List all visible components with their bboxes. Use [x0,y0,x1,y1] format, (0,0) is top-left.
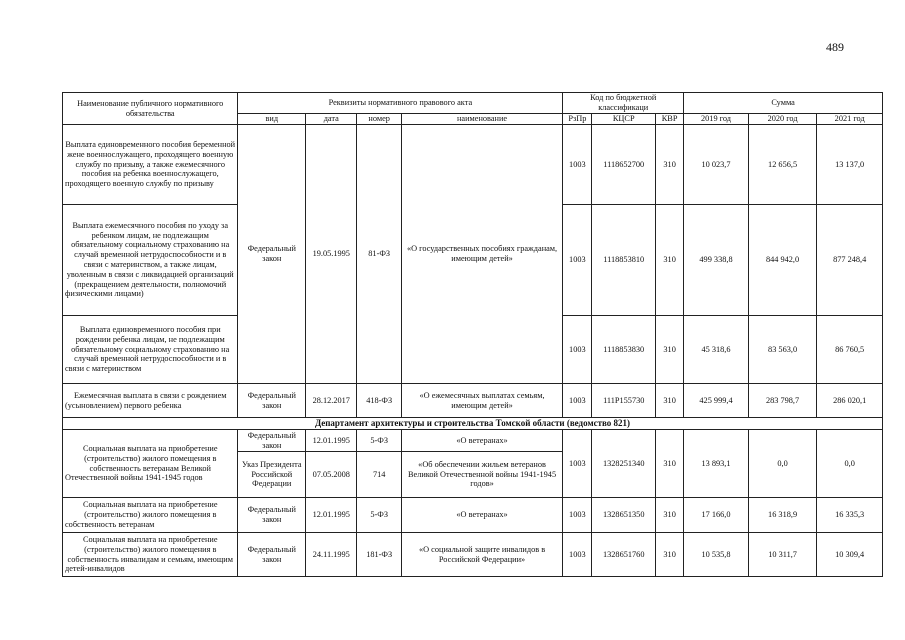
act-vid-cell: Федеральный закон [238,430,306,452]
page-number: 489 [826,40,844,54]
obligation-cell: Ежемесячная выплата в связи с рождением (усыновлением) первого ребенка [63,384,238,418]
department-title: Департамент архитектуры и строительства Томской области (ведомство 821) [63,418,883,430]
table-row [63,498,883,533]
obligation-cell: Выплата единовременного пособия беременной жене военнослужащего, проходящего военную службу по призыву, а также ежемесячного пособия на ребенка военнослужащего, проходящего военную службу по призыву [63,125,238,205]
header-vid: вид [238,114,306,125]
rzpr-cell: 1003 [563,384,592,418]
table-row [63,384,883,418]
sum-2019-cell: 13 893,1 [684,430,749,498]
kvr-cell: 310 [656,533,684,577]
header-kvr: КВР [656,114,684,125]
act-date-cell: 24.11.1995 [306,533,357,577]
header-kcsr: КЦСР [592,114,656,125]
obligation-cell: Социальная выплата на приобретение (строительство) жилого помещения в собственность ветеранам Великой Отечественной войны 1941-1945 годов [63,430,238,498]
obligation-cell: Выплата ежемесячного пособия по уходу за ребенком лицам, не подлежащим обязательному социальному страхованию на случай временной нетрудоспособности и в связи с материнством, а также лицам, уволенным в связи с ликвидацией организаций (прекращением деятельности, полномочий физическими лицами) [63,205,238,316]
sum-2019-cell: 425 999,4 [684,384,749,418]
sum-2020-cell: 10 311,7 [748,533,817,577]
header-2019: 2019 год [684,114,749,125]
act-name-cell: «О ветеранах» [401,430,562,452]
act-date-cell: 19.05.1995 [306,125,357,384]
obligation-cell: Социальная выплата на приобретение (строительство) жилого помещения в собственность инвалидам и семьям, имеющим детей-инвалидов [63,533,238,577]
sum-2020-cell: 844 942,0 [748,205,817,316]
sum-2021-cell: 0,0 [817,430,883,498]
sum-2019-cell: 10 023,7 [684,125,749,205]
sum-2021-cell: 10 309,4 [817,533,883,577]
act-date-cell: 12.01.1995 [306,498,357,533]
kcsr-cell: 111P155730 [592,384,656,418]
sum-2020-cell: 16 318,9 [748,498,817,533]
kvr-cell: 310 [656,498,684,533]
sum-2021-cell: 13 137,0 [817,125,883,205]
sum-2020-cell: 283 798,7 [748,384,817,418]
header-row-1 [63,93,883,114]
sum-2021-cell: 16 335,3 [817,498,883,533]
act-date-cell: 12.01.1995 [306,430,357,452]
header-2020: 2020 год [748,114,817,125]
sum-2021-cell: 86 760,5 [817,316,883,384]
table-row [63,533,883,577]
act-vid-cell: Указ Президента Российской Федерации [238,452,306,498]
act-date-cell: 07.05.2008 [306,452,357,498]
sum-2019-cell: 10 535,8 [684,533,749,577]
kvr-cell: 310 [656,316,684,384]
kvr-cell: 310 [656,430,684,498]
act-vid-cell: Федеральный закон [238,384,306,418]
sum-2020-cell: 12 656,5 [748,125,817,205]
act-number-cell: 181-ФЗ [357,533,401,577]
kcsr-cell: 1118652700 [592,125,656,205]
act-date-cell: 28.12.2017 [306,384,357,418]
header-number: номер [357,114,401,125]
rzpr-cell: 1003 [563,430,592,498]
kvr-cell: 310 [656,384,684,418]
act-name-cell: «О социальной защите инвалидов в Российской Федерации» [401,533,562,577]
header-sum: Сумма [684,93,883,114]
sum-2020-cell: 83 563,0 [748,316,817,384]
act-name-cell: «Об обеспечении жильем ветеранов Великой Отечественной войны 1941-1945 годов» [401,452,562,498]
sum-2019-cell: 45 318,6 [684,316,749,384]
sum-2019-cell: 17 166,0 [684,498,749,533]
sum-2019-cell: 499 338,8 [684,205,749,316]
rzpr-cell: 1003 [563,533,592,577]
act-vid-cell: Федеральный закон [238,125,306,384]
kcsr-cell: 1328651350 [592,498,656,533]
header-2021: 2021 год [817,114,883,125]
table-row [63,430,883,452]
act-number-cell: 714 [357,452,401,498]
kcsr-cell: 1118853830 [592,316,656,384]
kvr-cell: 310 [656,205,684,316]
header-date: дата [306,114,357,125]
sum-2021-cell: 286 020,1 [817,384,883,418]
table-row [63,125,883,205]
act-name-cell: «О государственных пособиях гражданам, имеющим детей» [401,125,562,384]
rzpr-cell: 1003 [563,316,592,384]
rzpr-cell: 1003 [563,205,592,316]
obligation-cell: Выплата единовременного пособия при рождении ребенка лицам, не подлежащим обязательному социальному страхованию на случай временной нетрудоспособности и в связи с материнством [63,316,238,384]
kcsr-cell: 1328251340 [592,430,656,498]
act-vid-cell: Федеральный закон [238,533,306,577]
sum-2020-cell: 0,0 [748,430,817,498]
kcsr-cell: 1328651760 [592,533,656,577]
act-name-cell: «О ветеранах» [401,498,562,533]
department-row [63,418,883,430]
header-rzpr: РзПр [563,114,592,125]
kcsr-cell: 1118853810 [592,205,656,316]
act-name-cell: «О ежемесячных выплатах семьям, имеющим детей» [401,384,562,418]
rzpr-cell: 1003 [563,125,592,205]
act-number-cell: 5-ФЗ [357,430,401,452]
sum-2021-cell: 877 248,4 [817,205,883,316]
header-requisites: Реквизиты нормативного правового акта [238,93,563,114]
obligations-table [62,92,883,577]
act-vid-cell: Федеральный закон [238,498,306,533]
header-budget-code: Код по бюджетной классификаци [563,93,684,114]
header-name: наименование [401,114,562,125]
act-number-cell: 81-ФЗ [357,125,401,384]
act-number-cell: 5-ФЗ [357,498,401,533]
kvr-cell: 310 [656,125,684,205]
rzpr-cell: 1003 [563,498,592,533]
header-obligation: Наименование публичного нормативного обязательства [63,93,238,125]
act-number-cell: 418-ФЗ [357,384,401,418]
obligation-cell: Социальная выплата на приобретение (строительство) жилого помещения в собственность ветеранам [63,498,238,533]
